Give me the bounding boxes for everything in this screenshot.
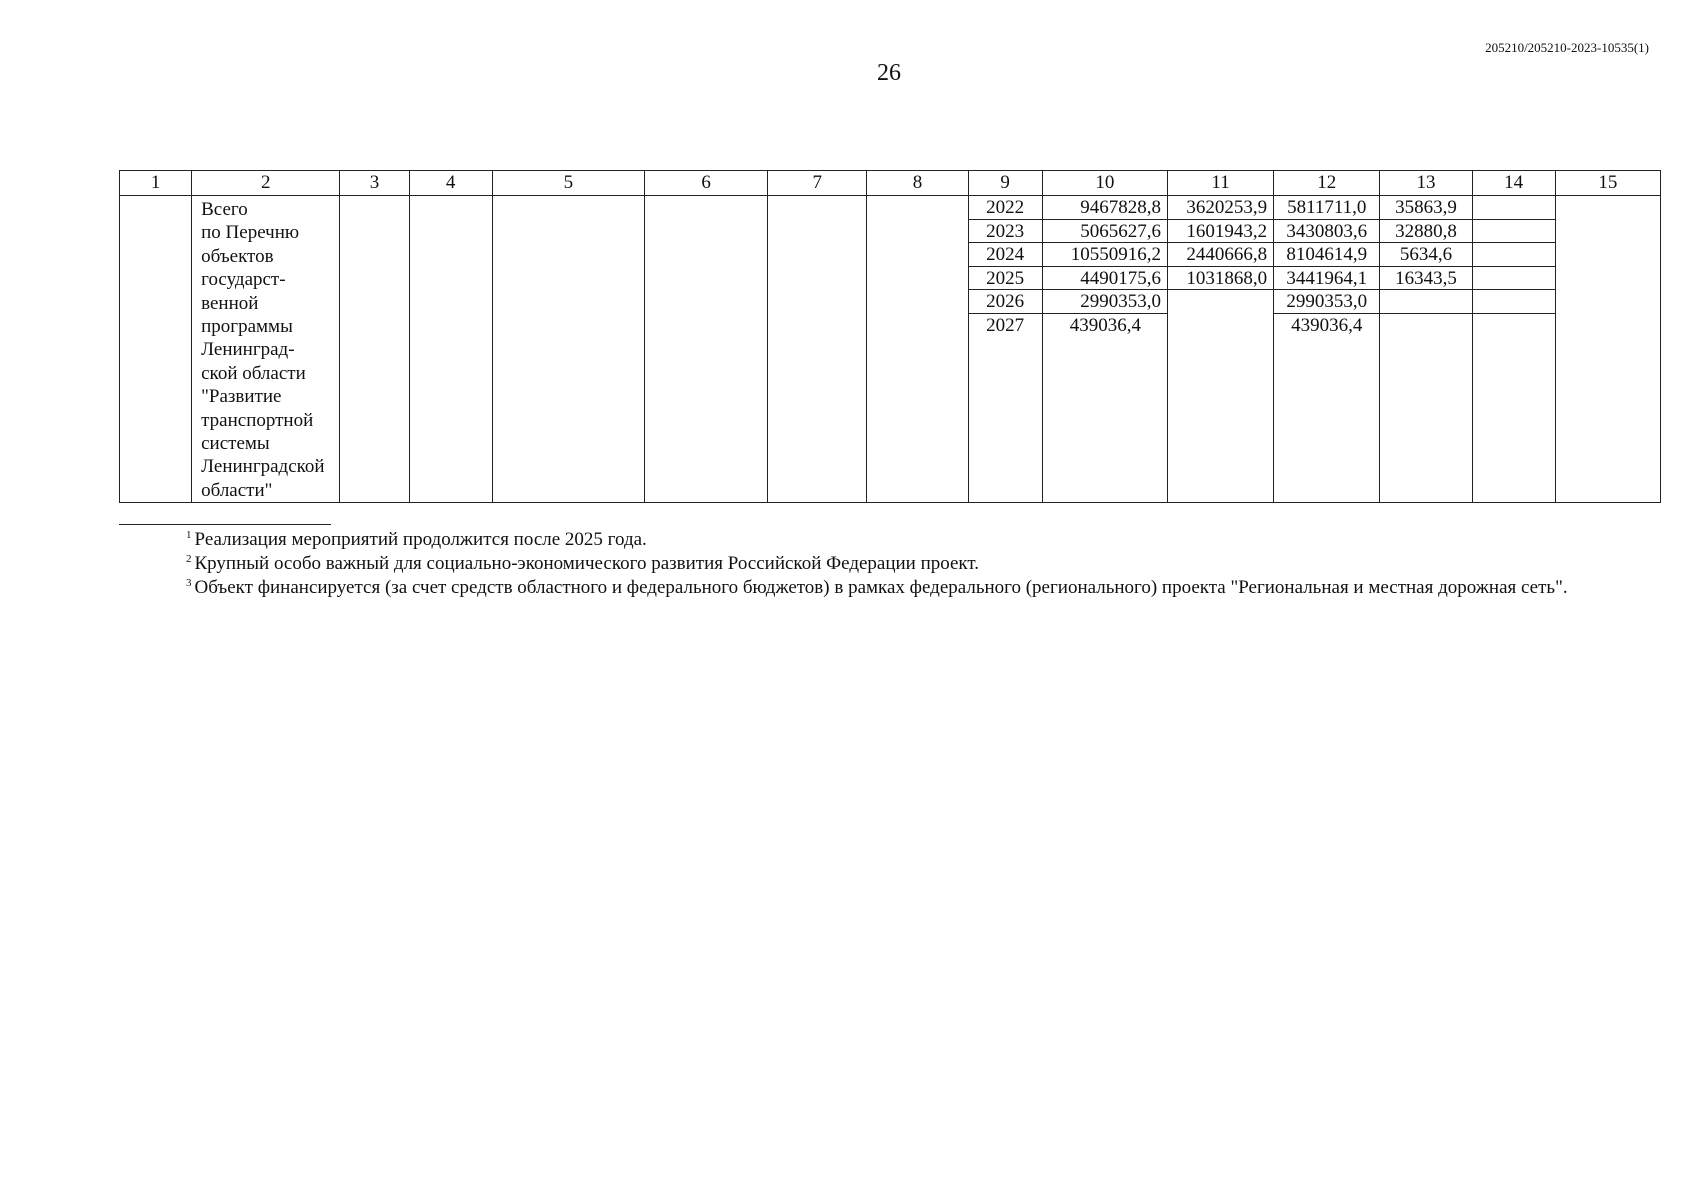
value-cell: 5065627,6	[1043, 220, 1167, 244]
year-cell: 2022	[969, 196, 1042, 220]
empty-sub-cell	[1473, 267, 1555, 291]
footnote-text: Объект финансируется (за счет средств областного и федерального бюджетов) в рамках федерального (регионального) проекта "Региональная и местная дорожная сеть".	[194, 577, 1568, 598]
row-label-line: Ленинградской	[201, 456, 325, 478]
year-cell: 2024	[969, 243, 1042, 267]
budget-table	[119, 170, 1661, 503]
value-cell: 8104614,9	[1274, 243, 1379, 267]
value-cell	[1168, 290, 1273, 314]
value-cell: 2440666,8	[1168, 243, 1273, 267]
footnote	[186, 552, 1568, 576]
empty-sub-cell	[1473, 220, 1555, 244]
row-label-line: объектов	[201, 245, 274, 267]
empty-sub-cell	[1473, 243, 1555, 267]
empty-sub-cell	[1473, 290, 1555, 314]
value-cell: 35863,9	[1380, 196, 1471, 220]
local-budget-column	[1380, 196, 1472, 503]
column-number: 9	[968, 171, 1042, 196]
footnote-rule	[119, 524, 331, 525]
column-number: 10	[1042, 171, 1167, 196]
year-column	[968, 196, 1042, 503]
row-label-line: транспортной	[201, 409, 314, 431]
column-number: 4	[409, 171, 492, 196]
row-label-line: венной	[201, 292, 259, 314]
column-number: 1	[120, 171, 192, 196]
footnotes	[186, 528, 1568, 600]
footnote	[186, 528, 1568, 552]
year-cell: 2026	[969, 290, 1042, 314]
column-number: 12	[1274, 171, 1380, 196]
empty-cell	[120, 196, 192, 503]
footnote-mark: 1	[186, 529, 192, 541]
regional-budget-column	[1274, 196, 1380, 503]
value-cell	[1380, 290, 1471, 314]
year-cell: 2027	[986, 314, 1025, 336]
value-cell: 10550916,2	[1043, 243, 1167, 267]
empty-cell	[1555, 196, 1660, 503]
row-label-line: государст-	[201, 269, 286, 291]
value-cell: 439036,4	[1291, 314, 1363, 336]
other-sources-column	[1472, 196, 1555, 503]
value-cell: 3620253,9	[1168, 196, 1273, 220]
federal-budget-column	[1167, 196, 1273, 503]
value-cell: 2990353,0	[1274, 290, 1379, 314]
column-number: 11	[1167, 171, 1273, 196]
row-label-line: ской области	[201, 362, 306, 384]
row-label-line: программы	[201, 316, 293, 338]
empty-cell	[768, 196, 867, 503]
page-number: 26	[877, 60, 901, 86]
value-cell: 32880,8	[1380, 220, 1471, 244]
row-label-line: "Развитие	[201, 386, 282, 408]
column-number-row	[120, 171, 1661, 196]
column-number: 6	[644, 171, 767, 196]
column-number: 15	[1555, 171, 1660, 196]
row-label-line: системы	[201, 433, 270, 455]
value-cell: 1031868,0	[1168, 267, 1273, 291]
empty-sub-cell	[1473, 196, 1555, 220]
footnote-text: Крупный особо важный для социально-экономического развития Российской Федерации проект.	[194, 553, 980, 574]
value-cell: 1601943,2	[1168, 220, 1273, 244]
value-cell: 4490175,6	[1043, 267, 1167, 291]
column-number: 8	[867, 171, 968, 196]
total-column	[1042, 196, 1167, 503]
row-label-line: области"	[201, 479, 273, 501]
document-id: 205210/205210-2023-10535(1)	[1485, 40, 1649, 55]
total-row	[120, 196, 1661, 503]
column-number: 13	[1380, 171, 1472, 196]
empty-cell	[492, 196, 644, 503]
column-number: 14	[1472, 171, 1555, 196]
value-cell: 439036,4	[1069, 314, 1141, 336]
footnote-text: Реализация мероприятий продолжится после 2025 года.	[194, 529, 647, 550]
row-label-line: Всего	[201, 199, 248, 220]
row-label-line: по Перечню	[201, 222, 300, 244]
year-cell: 2025	[969, 267, 1042, 291]
column-number: 5	[492, 171, 644, 196]
empty-cell	[340, 196, 409, 503]
value-cell: 3430803,6	[1274, 220, 1379, 244]
footnote	[186, 576, 1568, 600]
column-number: 3	[340, 171, 409, 196]
column-number: 2	[192, 171, 340, 196]
footnote-mark: 3	[186, 577, 192, 589]
column-number: 7	[768, 171, 867, 196]
value-cell: 16343,5	[1380, 267, 1471, 291]
footnote-mark: 2	[186, 553, 192, 565]
value-cell: 5634,6	[1380, 243, 1471, 267]
value-cell: 9467828,8	[1043, 196, 1167, 220]
empty-cell	[644, 196, 767, 503]
year-cell: 2023	[969, 220, 1042, 244]
value-cell: 5811711,0	[1274, 196, 1379, 220]
row-label	[192, 196, 340, 503]
empty-cell	[867, 196, 968, 503]
row-label-line: Ленинград-	[201, 339, 295, 361]
value-cell: 2990353,0	[1043, 290, 1167, 314]
value-cell: 3441964,1	[1274, 267, 1379, 291]
empty-cell	[409, 196, 492, 503]
